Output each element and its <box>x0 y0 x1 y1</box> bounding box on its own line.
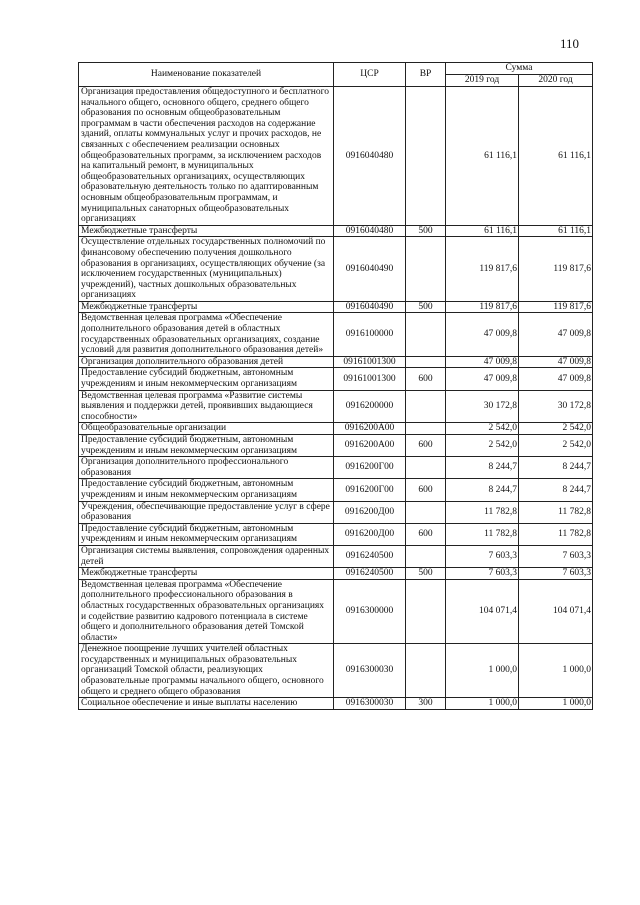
row-name-cell: Организация дополнительного образования детей <box>79 356 334 368</box>
row-2019-cell: 1 000,0 <box>446 644 519 698</box>
row-2020-cell: 7 603,3 <box>519 545 593 567</box>
table-row <box>79 237 593 302</box>
table-body <box>79 87 593 710</box>
row-name-cell: Ведомственная целевая программа «Обеспечение дополнительного образования детей в областных государственных образовательных организациях, создание условий для развития дополнительного образования детей» <box>79 313 334 356</box>
row-csr-cell: 0916040490 <box>334 301 406 313</box>
row-vr-cell: 500 <box>406 301 446 313</box>
row-2019-cell: 8 244,7 <box>446 479 519 501</box>
table-row <box>79 356 593 368</box>
row-name-cell: Ведомственная целевая программа «Развитие системы выявления и поддержки детей, проявивших выдающиеся способности» <box>79 390 334 423</box>
table-row <box>79 435 593 457</box>
header-name: Наименование показателей <box>79 63 334 87</box>
row-name-cell: Организация предоставления общедоступного и бесплатного начального общего, основного общего, среднего общего образования по основным общеобразовательным программам в части обеспечения расходов на содержание зданий, оплаты коммунальных услуг и прочих расходов, не связанных с обеспечением реализации основных общеобразовательных программ, за исключением расходов на капитальный ремонт, в муниципальных общеобразовательных организациях, осуществляющих образовательную деятельность только по адаптированным основным общеобразовательным программам, и муниципальных санаторных общеобразовательных организациях <box>79 87 334 226</box>
row-name-cell: Предоставление субсидий бюджетным, автономным учреждениям и иным некоммерческим организациям <box>79 523 334 545</box>
row-csr-cell: 0916200000 <box>334 390 406 423</box>
table-row <box>79 390 593 423</box>
row-2020-cell: 47 009,8 <box>519 356 593 368</box>
table-row <box>79 423 593 435</box>
row-2020-cell: 104 071,4 <box>519 579 593 644</box>
row-2019-cell: 11 782,8 <box>446 523 519 545</box>
row-2020-cell: 119 817,6 <box>519 301 593 313</box>
budget-table <box>78 62 593 710</box>
row-name-cell: Межбюджетные трансферты <box>79 225 334 237</box>
row-vr-cell: 600 <box>406 479 446 501</box>
row-name-cell: Межбюджетные трансферты <box>79 301 334 313</box>
table-row <box>79 457 593 479</box>
row-csr-cell: 0916040480 <box>334 225 406 237</box>
table-header <box>79 63 593 87</box>
header-year-2020: 2020 год <box>519 75 593 87</box>
row-name-cell: Предоставление субсидий бюджетным, автономным учреждениям и иным некоммерческим организациям <box>79 368 334 390</box>
row-2020-cell: 1 000,0 <box>519 698 593 710</box>
row-csr-cell: 0916240500 <box>334 568 406 580</box>
row-2020-cell: 2 542,0 <box>519 423 593 435</box>
row-2019-cell: 11 782,8 <box>446 501 519 523</box>
table-row <box>79 225 593 237</box>
row-name-cell: Учреждения, обеспечивающие предоставление услуг в сфере образования <box>79 501 334 523</box>
row-csr-cell: 0916040480 <box>334 87 406 226</box>
row-vr-cell: 600 <box>406 523 446 545</box>
row-name-cell: Осуществление отдельных государственных полномочий по финансовому обеспечению получения дошкольного образования в организациях, осуществляющих обучение (за исключением государственных (муниципальных) учреждений), частных дошкольных образовательных организациях <box>79 237 334 302</box>
table-row <box>79 698 593 710</box>
row-vr-cell <box>406 87 446 226</box>
table-row <box>79 87 593 226</box>
row-2020-cell: 11 782,8 <box>519 523 593 545</box>
row-2020-cell: 47 009,8 <box>519 368 593 390</box>
row-vr-cell: 500 <box>406 225 446 237</box>
row-2020-cell: 1 000,0 <box>519 644 593 698</box>
row-csr-cell: 0916300030 <box>334 698 406 710</box>
row-2020-cell: 47 009,8 <box>519 313 593 356</box>
table-row <box>79 579 593 644</box>
table-row <box>79 568 593 580</box>
row-name-cell: Предоставление субсидий бюджетным, автономным учреждениям и иным некоммерческим организациям <box>79 435 334 457</box>
page-number: 110 <box>560 36 580 51</box>
table-row <box>79 301 593 313</box>
table-row <box>79 501 593 523</box>
table-row <box>79 313 593 356</box>
header-sum: Сумма <box>446 63 593 75</box>
row-2019-cell: 47 009,8 <box>446 368 519 390</box>
row-2020-cell: 8 244,7 <box>519 479 593 501</box>
row-csr-cell: 0916300030 <box>334 644 406 698</box>
row-vr-cell <box>406 356 446 368</box>
row-csr-cell: 09161001300 <box>334 368 406 390</box>
row-vr-cell <box>406 423 446 435</box>
row-2019-cell: 7 603,3 <box>446 568 519 580</box>
row-2020-cell: 2 542,0 <box>519 435 593 457</box>
row-2019-cell: 1 000,0 <box>446 698 519 710</box>
row-vr-cell <box>406 237 446 302</box>
row-name-cell: Ведомственная целевая программа «Обеспечение дополнительного профессионального образования в областных государственных образовательных организациях и содействие развитию кадрового потенциала в системе общего и дополнительного образования детей Томской области» <box>79 579 334 644</box>
row-name-cell: Организация дополнительного профессионального образования <box>79 457 334 479</box>
row-vr-cell <box>406 545 446 567</box>
row-name-cell: Организация системы выявления, сопровождения одаренных детей <box>79 545 334 567</box>
table-row <box>79 644 593 698</box>
row-2019-cell: 2 542,0 <box>446 435 519 457</box>
row-2020-cell: 8 244,7 <box>519 457 593 479</box>
row-2019-cell: 119 817,6 <box>446 237 519 302</box>
row-vr-cell <box>406 457 446 479</box>
row-vr-cell: 500 <box>406 568 446 580</box>
table-row <box>79 479 593 501</box>
row-2020-cell: 61 116,1 <box>519 225 593 237</box>
row-2019-cell: 2 542,0 <box>446 423 519 435</box>
header-csr: ЦСР <box>334 63 406 87</box>
row-2019-cell: 47 009,8 <box>446 356 519 368</box>
row-name-cell: Общеобразовательные организации <box>79 423 334 435</box>
table-row <box>79 523 593 545</box>
row-name-cell: Межбюджетные трансферты <box>79 568 334 580</box>
row-csr-cell: 0916200A00 <box>334 435 406 457</box>
header-vr: ВР <box>406 63 446 87</box>
row-2020-cell: 119 817,6 <box>519 237 593 302</box>
row-2019-cell: 7 603,3 <box>446 545 519 567</box>
row-vr-cell: 600 <box>406 368 446 390</box>
row-2019-cell: 30 172,8 <box>446 390 519 423</box>
row-2019-cell: 104 071,4 <box>446 579 519 644</box>
row-2019-cell: 61 116,1 <box>446 225 519 237</box>
row-name-cell: Предоставление субсидий бюджетным, автономным учреждениям и иным некоммерческим организациям <box>79 479 334 501</box>
row-name-cell: Денежное поощрение лучших учителей областных государственных и муниципальных образовательных организаций Томской области, реализующих образовательные программы начального общего, основного общего и среднего общего образования <box>79 644 334 698</box>
row-2019-cell: 119 817,6 <box>446 301 519 313</box>
row-vr-cell <box>406 644 446 698</box>
table-row <box>79 368 593 390</box>
row-csr-cell: 0916200Г00 <box>334 479 406 501</box>
header-year-2019: 2019 год <box>446 75 519 87</box>
row-csr-cell: 0916200Д00 <box>334 523 406 545</box>
row-csr-cell: 0916300000 <box>334 579 406 644</box>
row-name-cell: Социальное обеспечение и иные выплаты населению <box>79 698 334 710</box>
row-2020-cell: 30 172,8 <box>519 390 593 423</box>
row-csr-cell: 0916200Д00 <box>334 501 406 523</box>
row-2019-cell: 61 116,1 <box>446 87 519 226</box>
row-vr-cell <box>406 501 446 523</box>
row-csr-cell: 0916240500 <box>334 545 406 567</box>
row-csr-cell: 0916200Г00 <box>334 457 406 479</box>
row-2020-cell: 7 603,3 <box>519 568 593 580</box>
row-vr-cell <box>406 579 446 644</box>
row-csr-cell: 0916200A00 <box>334 423 406 435</box>
row-2020-cell: 11 782,8 <box>519 501 593 523</box>
table-row <box>79 545 593 567</box>
row-vr-cell <box>406 390 446 423</box>
row-csr-cell: 0916100000 <box>334 313 406 356</box>
row-csr-cell: 0916040490 <box>334 237 406 302</box>
row-vr-cell: 300 <box>406 698 446 710</box>
row-2019-cell: 8 244,7 <box>446 457 519 479</box>
row-vr-cell: 600 <box>406 435 446 457</box>
row-csr-cell: 09161001300 <box>334 356 406 368</box>
row-2019-cell: 47 009,8 <box>446 313 519 356</box>
row-vr-cell <box>406 313 446 356</box>
row-2020-cell: 61 116,1 <box>519 87 593 226</box>
